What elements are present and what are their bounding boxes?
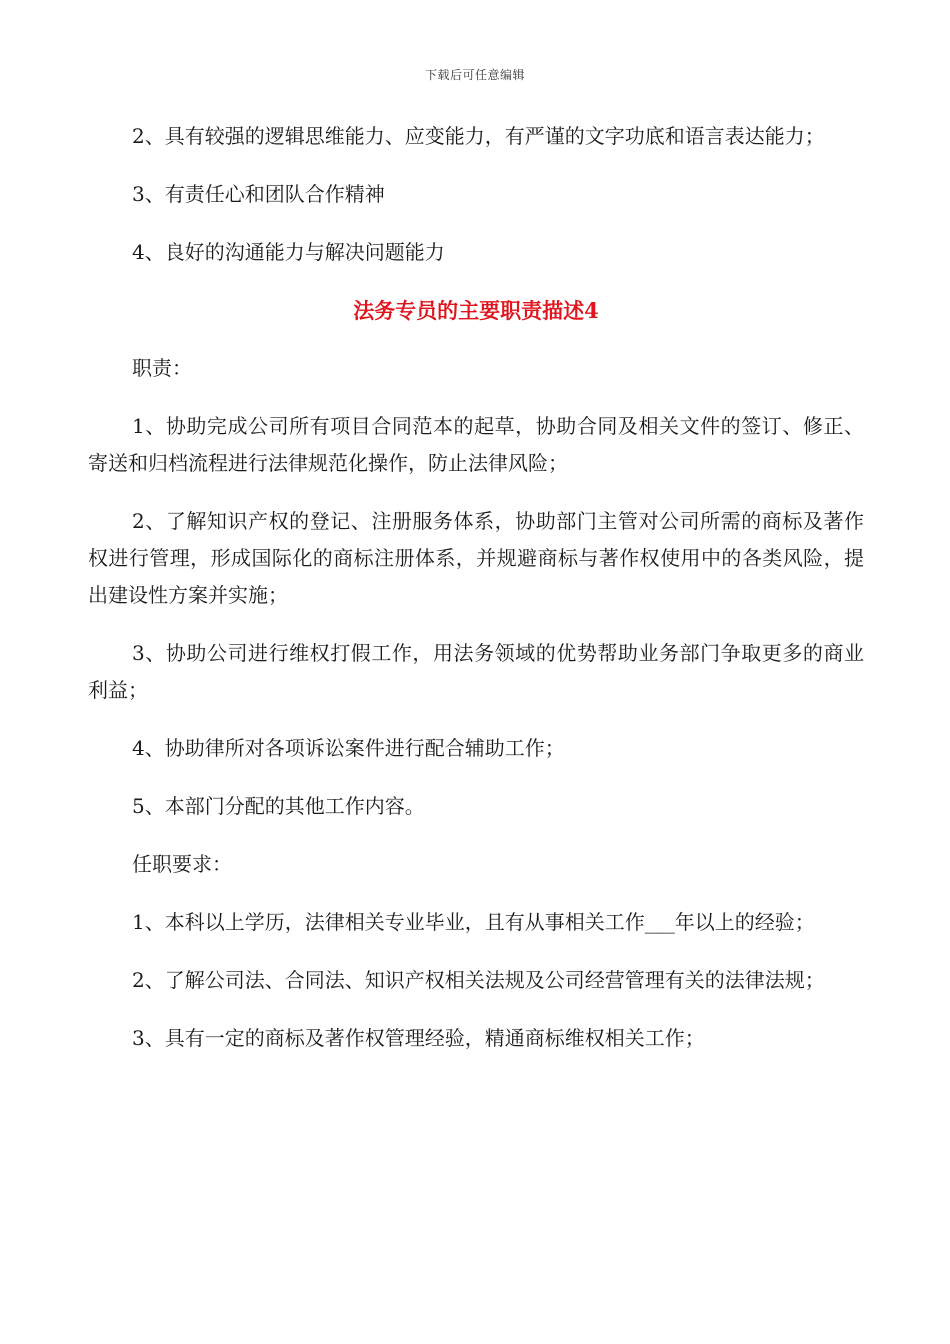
requirements-label: 任职要求：: [132, 852, 232, 876]
duties-label: 职责：: [132, 356, 192, 380]
job-requirement-3: 3、具有一定的商标及著作权管理经验，精通商标维权相关工作；: [132, 1026, 705, 1050]
section-heading: 法务专员的主要职责描述4: [353, 298, 599, 323]
page-header: 下载后可任意编辑: [424, 68, 525, 82]
duty-item-5: 5、本部门分配的其他工作内容。: [132, 794, 425, 818]
job-requirement-2: 2、了解公司法、合同法、知识产权相关法规及公司经营管理有关的法律法规；: [132, 968, 825, 992]
duty-item-4: 4、协助律所对各项诉讼案件进行配合辅助工作；: [132, 736, 565, 760]
requirement-item-2: 2、具有较强的逻辑思维能力、应变能力，有严谨的文字功底和语言表达能力；: [132, 124, 825, 148]
duty-item-2: 2、了解知识产权的登记、注册服务体系，协助部门主管对公司所需的商标及著作权进行管理，形成国际化的商标注册体系，并规避商标与著作权使用中的各类风险，提出建设性方案并实施；: [88, 509, 864, 607]
duty-item-3: 3、协助公司进行维权打假工作，用法务领域的优势帮助业务部门争取更多的商业利益；: [88, 641, 864, 702]
duty-item-1: 1、协助完成公司所有项目合同范本的起草，协助合同及相关文件的签订、修正、寄送和归档流程进行法律规范化操作，防止法律风险；: [88, 414, 864, 475]
job-requirement-1: 1、本科以上学历，法律相关专业毕业，且有从事相关工作___年以上的经验；: [132, 910, 815, 934]
requirement-item-3: 3、有责任心和团队合作精神: [132, 182, 385, 206]
document-body: [88, 118, 864, 1078]
requirement-item-4: 4、良好的沟通能力与解决问题能力: [132, 240, 445, 264]
